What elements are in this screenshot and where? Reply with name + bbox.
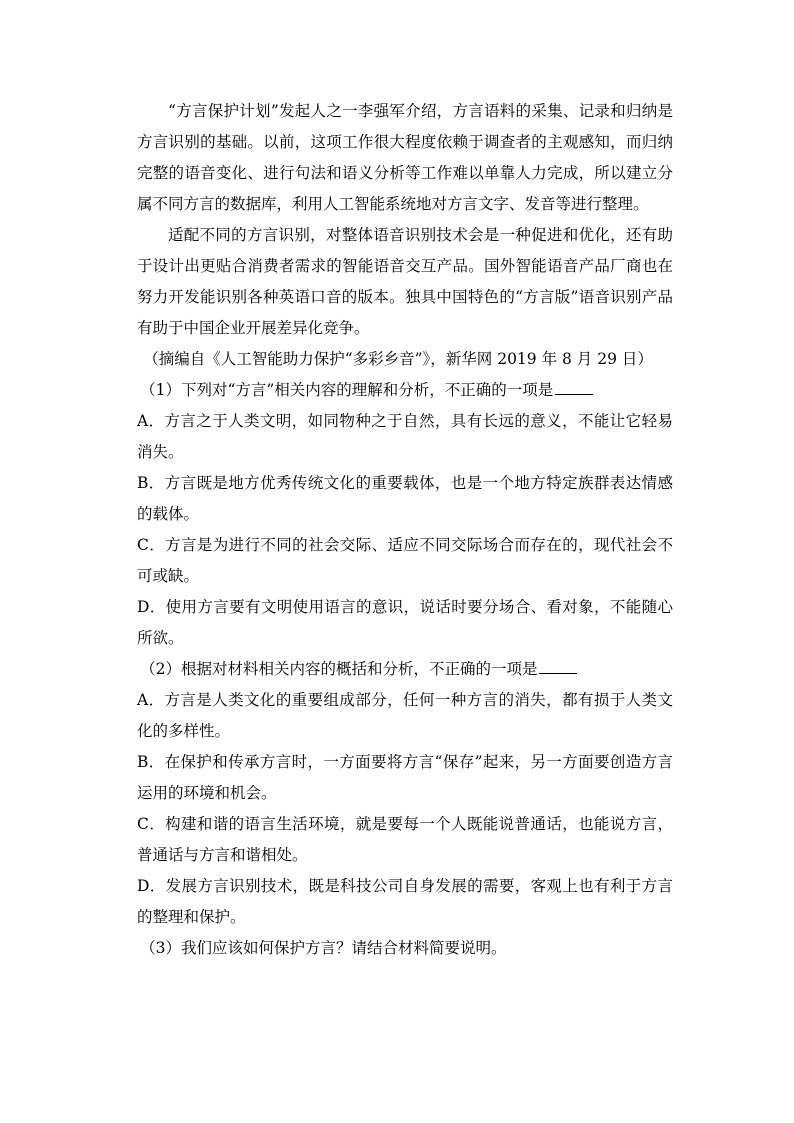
question-1-stem bbox=[137, 375, 673, 406]
question-1-text: （1）下列对“方言”相关内容的理解和分析，不正确的一项是 bbox=[140, 381, 554, 399]
question-2-option-c: C．构建和谐的语言生活环境，就是要每一个人既能说普通话，也能说方言，普通话与方言和谐相处。 bbox=[137, 815, 673, 864]
question-1-option-d: D．使用方言要有文明使用语言的意识，说话时要分场合、看对象，不能随心所欲。 bbox=[137, 598, 673, 647]
document-page bbox=[137, 96, 673, 964]
passage-paragraph-1: “方言保护计划”发起人之一李强军介绍，方言语料的采集、记录和归纳是方言识别的基础。以前，这项工作很大程度依赖于调查者的主观感知，而归纳完整的语音变化、进行句法和语义分析等工作难以单靠人力完成，所以建立分属不同方言的数据库，利用人工智能系统地对方言文字、发音等进行整理。 bbox=[137, 102, 673, 213]
answer-blank[interactable] bbox=[555, 377, 593, 395]
passage-source: （摘编自《人工智能助力保护“多彩乡音”》，新华网 2019 年 8 月 29 日） bbox=[143, 350, 653, 368]
question-2-option-d: D．发展方言识别技术，既是科技公司自身发展的需要，客观上也有利于方言的整理和保护。 bbox=[137, 877, 673, 926]
question-1-option-a: A．方言之于人类文明，如同物种之于自然，具有长远的意义，不能让它轻易消失。 bbox=[137, 412, 673, 461]
question-3-stem: （3）我们应该如何保护方言？请结合材料简要说明。 bbox=[140, 939, 507, 957]
question-2-text: （2）根据对材料相关内容的概括和分析，不正确的一项是 bbox=[140, 660, 538, 678]
answer-blank[interactable] bbox=[539, 656, 577, 674]
passage-paragraph-2: 适配不同的方言识别，对整体语音识别技术会是一种促进和优化，还有助于设计出更贴合消费者需求的智能语音交互产品。国外智能语音产品厂商也在努力开发能识别各种英语口音的版本。独具中国特色的“方言版”语音识别产品有助于中国企业开展差异化竞争。 bbox=[137, 226, 673, 337]
question-1-option-b: B．方言既是地方优秀传统文化的重要载体，也是一个地方特定族群表达情感的载体。 bbox=[137, 474, 673, 523]
question-2-option-b: B．在保护和传承方言时，一方面要将方言“保存”起来，另一方面要创造方言运用的环境和机会。 bbox=[137, 753, 673, 802]
question-2-stem bbox=[137, 654, 673, 685]
question-1-option-c: C．方言是为进行不同的社会交际、适应不同交际场合而存在的，现代社会不可或缺。 bbox=[137, 536, 673, 585]
question-2-option-a: A．方言是人类文化的重要组成部分，任何一种方言的消失，都有损于人类文化的多样性。 bbox=[137, 691, 673, 740]
